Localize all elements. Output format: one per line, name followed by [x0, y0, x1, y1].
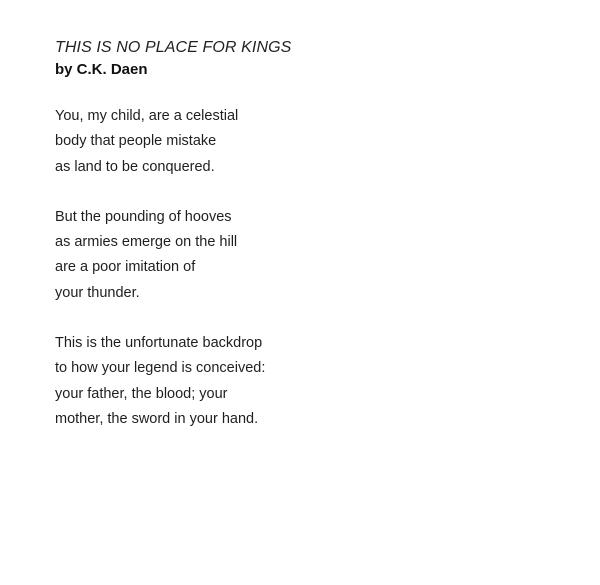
poem-byline: by C.K. Daen — [55, 61, 148, 78]
stanza-2 — [55, 205, 535, 306]
poem-title: THIS IS NO PLACE FOR KINGS — [55, 39, 292, 56]
poem-line: as land to be conquered. — [55, 158, 215, 175]
poem-line: This is the unfortunate backdrop — [55, 335, 263, 352]
poem-line: your thunder. — [55, 284, 140, 301]
stanza-3 — [55, 331, 535, 432]
poem-line: body that people mistake — [55, 133, 217, 150]
poem-line: as armies emerge on the hill — [55, 234, 238, 251]
stanza-1 — [55, 104, 535, 180]
poem-line: your father, the blood; your — [55, 385, 228, 402]
poem-line: But the pounding of hooves — [55, 208, 232, 225]
poem-container — [55, 37, 535, 457]
poem-line: mother, the sword in your hand. — [55, 410, 259, 427]
poem-line: to how your legend is conceived: — [55, 360, 266, 377]
poem-line: are a poor imitation of — [55, 259, 196, 276]
poem-line: You, my child, are a celestial — [55, 108, 239, 124]
